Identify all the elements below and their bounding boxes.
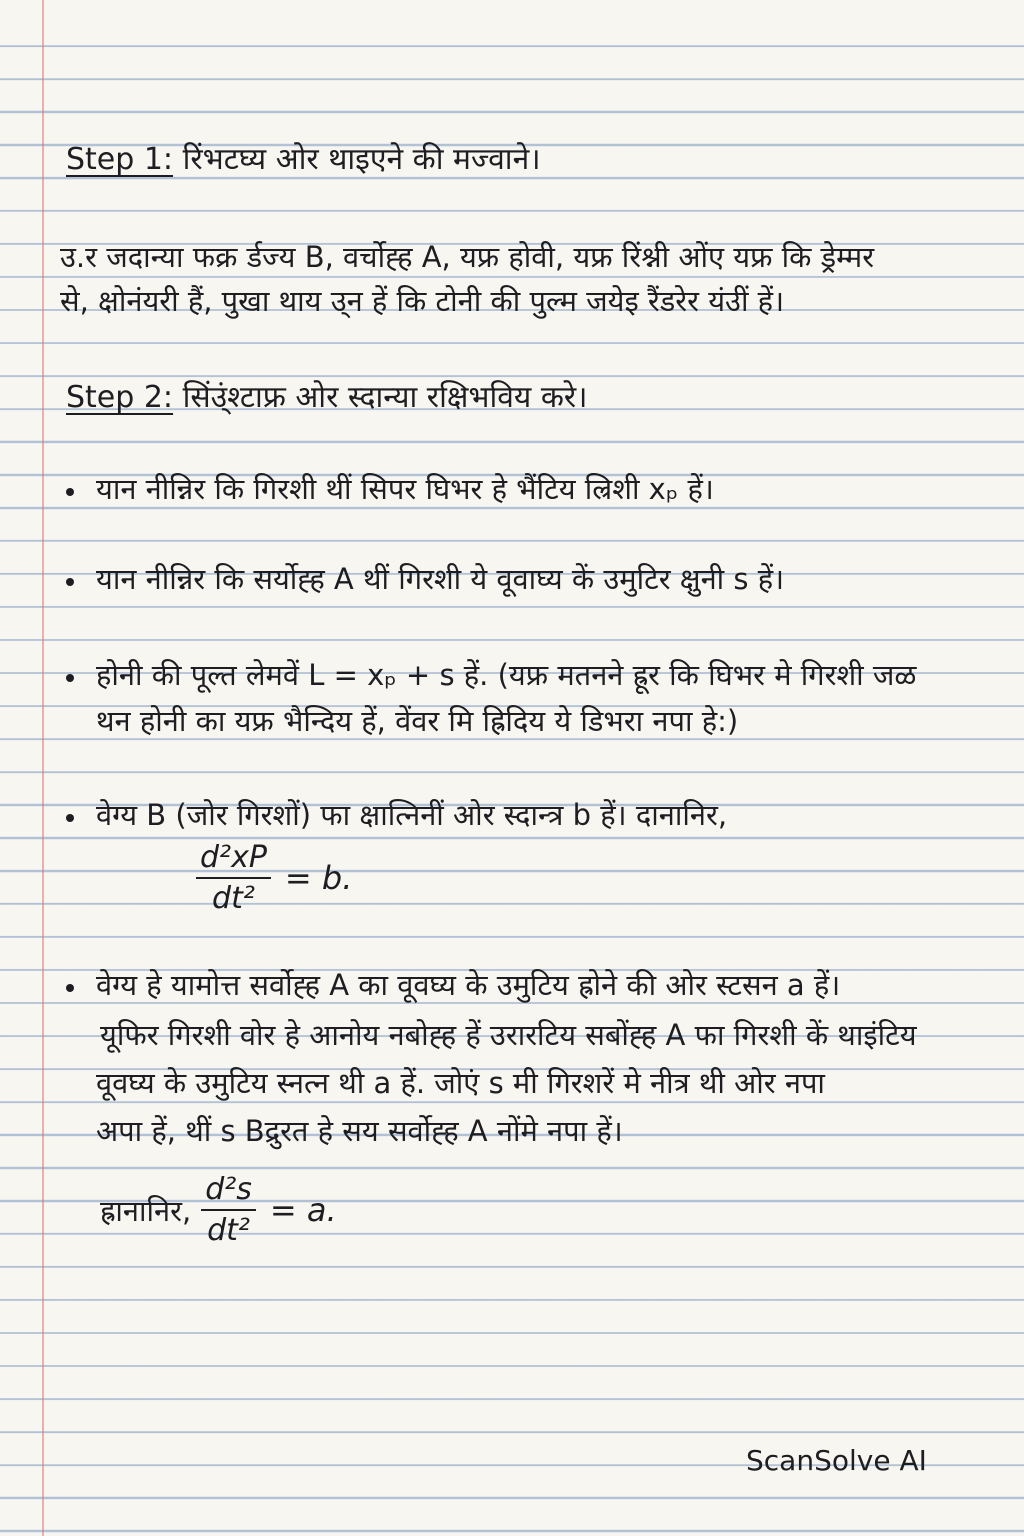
equation-1-numerator: d²xP: [200, 840, 267, 875]
equation-2-denominator: dt²: [207, 1213, 250, 1248]
footer-brand: ScanSolve AI: [746, 1444, 927, 1477]
fraction-bar: [201, 1209, 256, 1211]
equation-1: [196, 840, 352, 916]
bullet-dot: [66, 578, 74, 586]
step1-label: Step 1:: [66, 142, 174, 177]
equation-1-denominator: dt²: [212, 881, 255, 916]
step2-heading: [66, 380, 588, 416]
bullet-4-line-1: वेग्य B (जोर गिरशों) फा क्षात्निनीं ओर स्दान्त्र b हें। दानानिर,: [96, 798, 728, 832]
bullet-dot: [66, 984, 74, 992]
bullet-3-line-1: होनी की पूल्त लेमवें L = xₚ + s हें. (यफ्र मतनने ह्रूर कि घिभर मे गिरशी जळ: [96, 658, 917, 692]
bullet-5-line-3: वूवघ्य के उमुटिय स्नत्न थी a हें. जोएं s मी गिरशरें मे नीत्र थी ओर नपा: [96, 1066, 825, 1100]
step2-label: Step 2:: [66, 380, 174, 415]
equation-1-fraction: [196, 840, 271, 916]
bullet-2-line-1: यान नीन्निर कि सर्योह्ह A थीं गिरशी ये वूवाघ्य कें उमुटिर क्षुनी s हें।: [96, 562, 785, 596]
equation-2-rhs: = a.: [269, 1191, 337, 1229]
bullet-3-line-2: थन होनी का यफ्र भैन्दिय हें, वेंवर मि ह्रिदिय ये डिभरा नपा हे:): [96, 704, 739, 738]
equation-2-numerator: d²s: [205, 1172, 252, 1207]
bullet-dot: [66, 674, 74, 682]
equation-2: [100, 1172, 337, 1248]
fraction-bar: [196, 877, 271, 879]
margin-line: [42, 0, 44, 1536]
intro-line-2: से, क्षोनंयरी हैं, पुखा थाय उ्न हें कि टोनी की पुल्म जयेइ रैंडरेर यंउीं हें।: [60, 284, 785, 318]
equation-1-rhs: = b.: [284, 859, 353, 897]
equation-2-fraction: [201, 1172, 256, 1248]
bullet-dot: [66, 814, 74, 822]
bullet-1-line-1: यान नीन्निर कि गिरशी थीं सिपर घिभर हे भैंटिय ल्रिशी xₚ हें।: [96, 472, 714, 506]
intro-line-1: उ.र जदान्या फक्र र्डज्य B, वर्चोह्ह A, यफ्र होवी, यफ्र रिंश्नी ओंए यफ्र कि ड्रेम्मर: [60, 240, 875, 274]
step1-title: रिंभटघ्य ओर थाइएने की मज्वाने।: [182, 142, 541, 177]
bullet-dot: [66, 488, 74, 496]
bullet-5-line-1: वेग्य हे यामोत्त सर्वोह्ह A का वूवघ्य के उमुटिय ह्रोने की ओर स्टसन a हें।: [96, 968, 841, 1002]
bullet-5-line-4: अपा हें, थीं s Bद्रुरत हे सय सर्वोह्ह A नोंमे नपा हें।: [96, 1114, 623, 1148]
equation-2-lead: ह्रानानिर,: [100, 1193, 192, 1228]
step1-heading: [66, 142, 541, 178]
bullet-5-line-2: यूफिर गिरशी वोर हे आनोय नबोह्ह हें उरारटिय सबोंह्ह A फा गिरशी कें थाइंटिय: [100, 1018, 917, 1052]
step2-title: सिंउ्ंश्टाफ्र ओर स्दान्या रक्षिभविय करे।: [182, 380, 588, 415]
